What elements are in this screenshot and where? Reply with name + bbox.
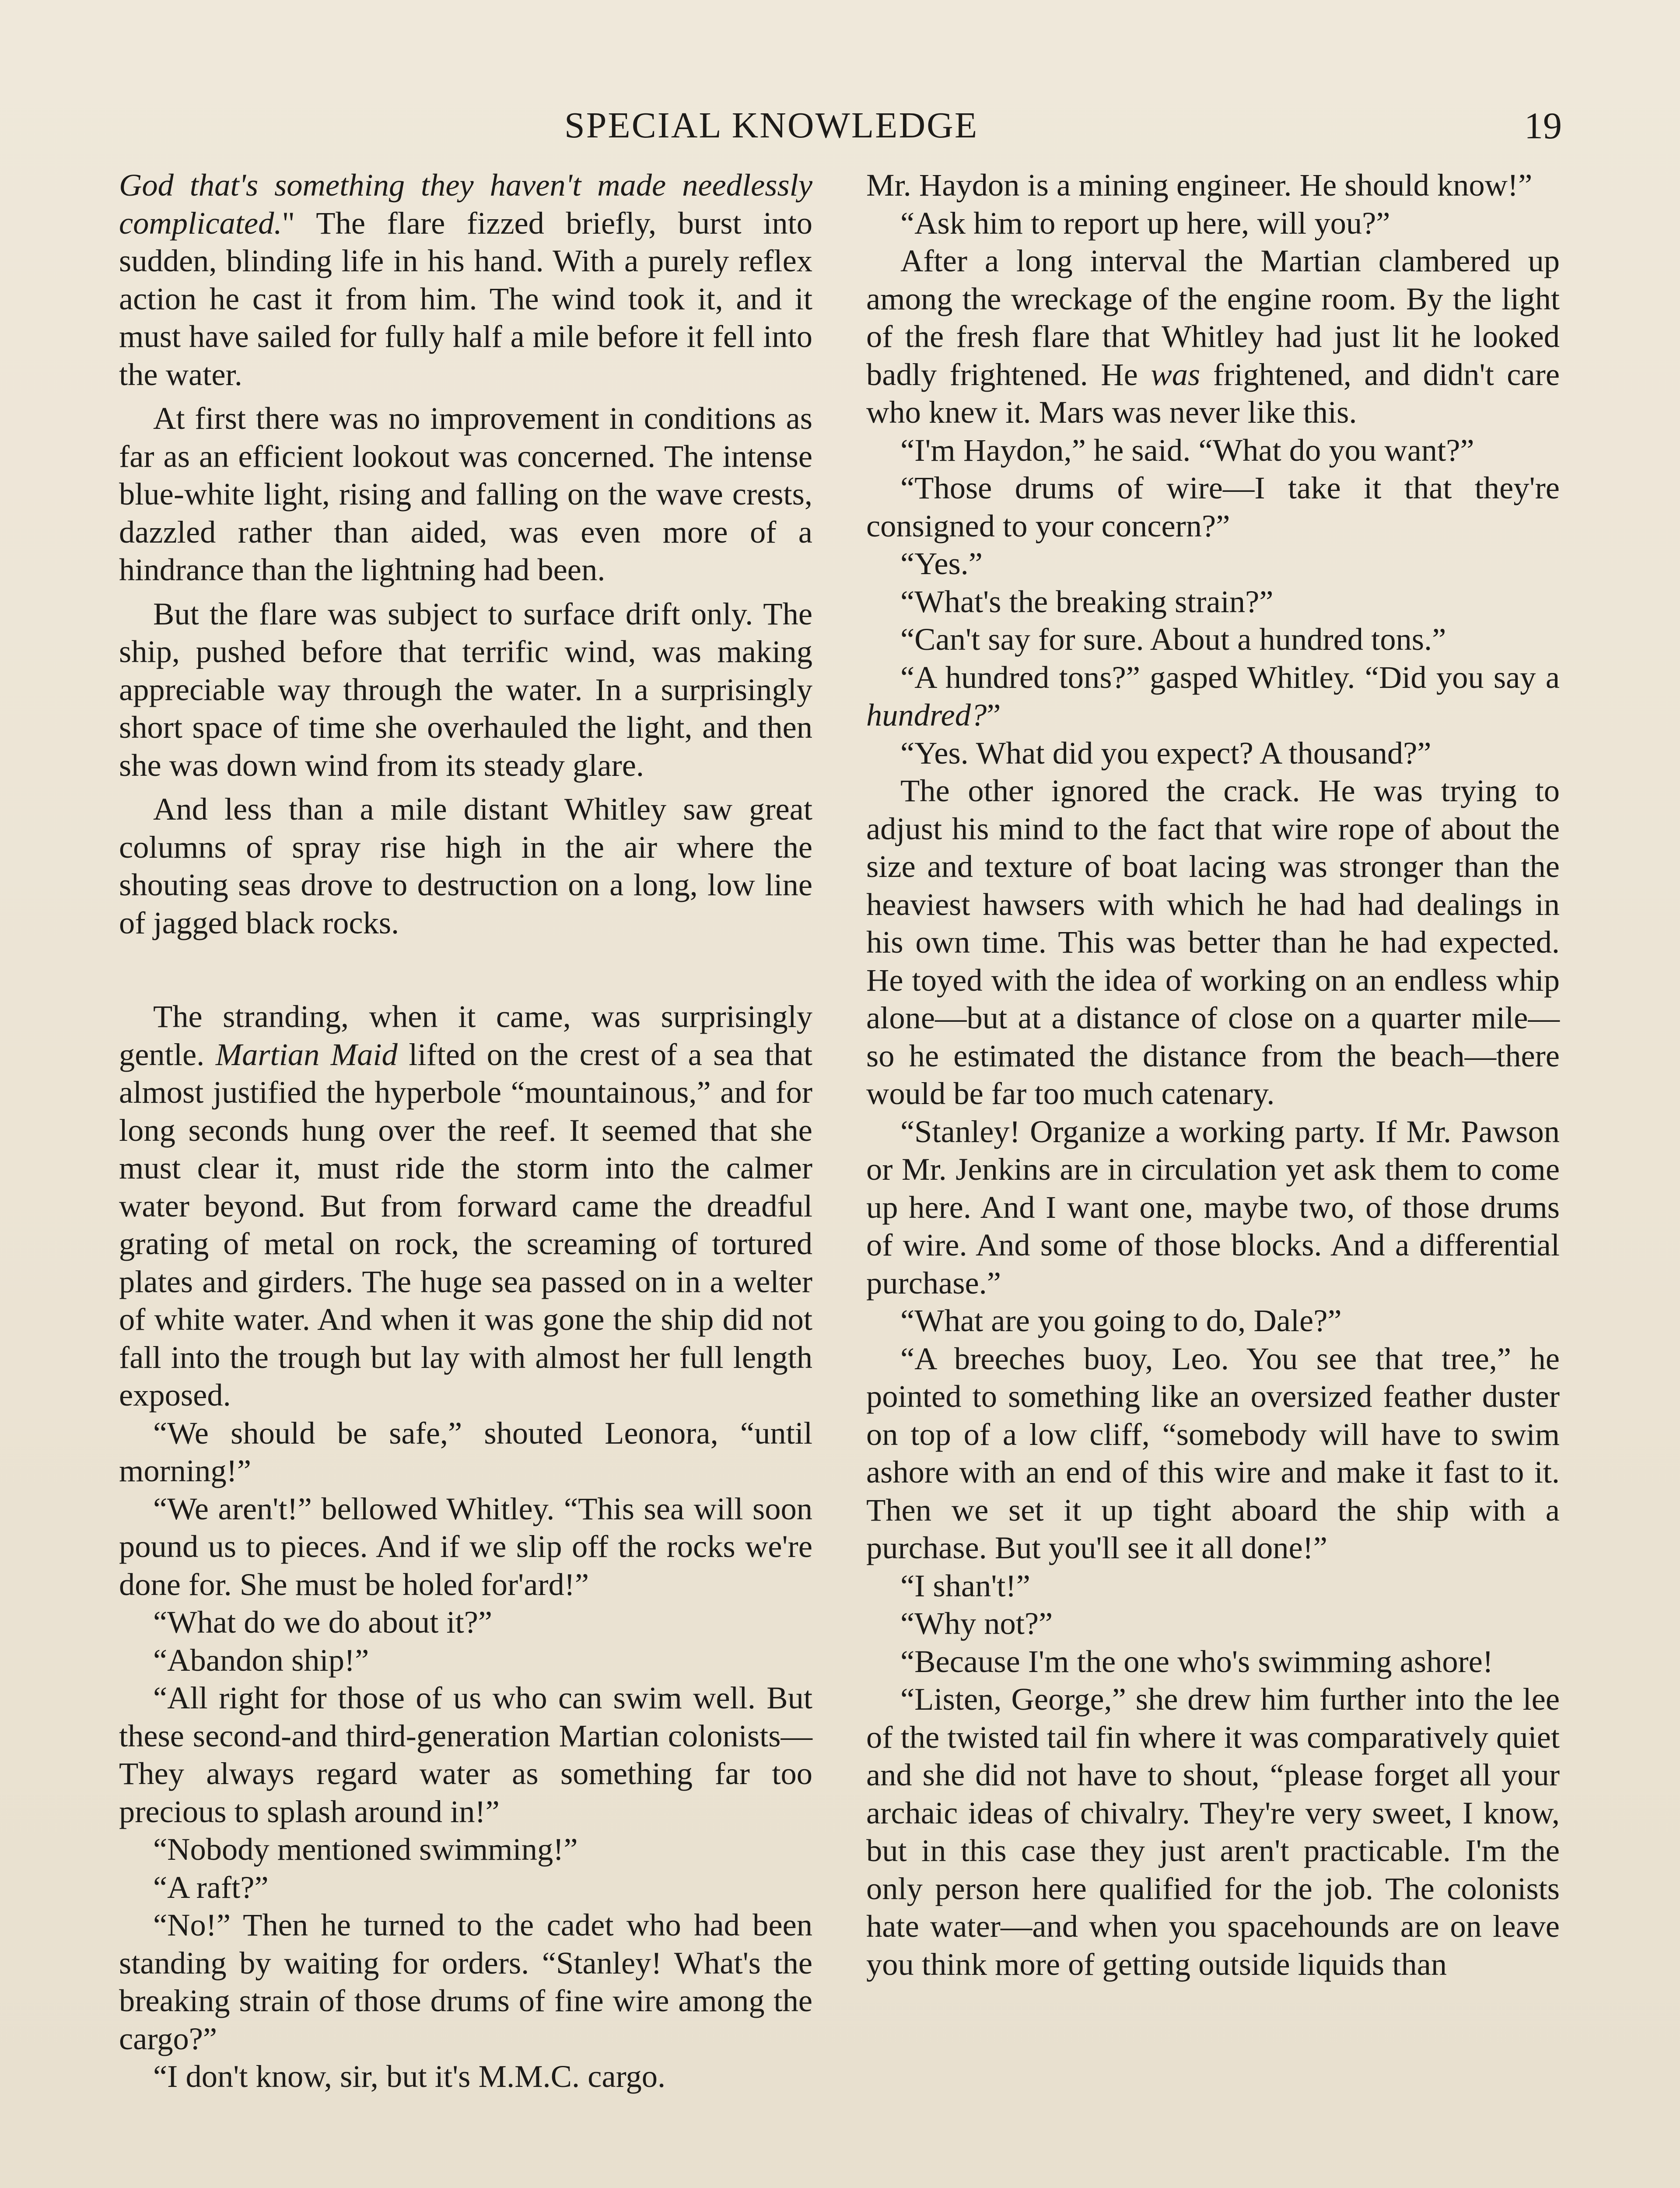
paragraph-text: The other ignored the crack. He was trying to adjust his mind to the fact that wire rope of about the size and texture of boat lacing was stronger than the heaviest hawsers with which he had had dealings in his own time. This was better than he had expected. He toyed with the idea of working on an endless whip alone—but at a distance of close on a quarter mile—so he estimated the distance from the beach—there would be far too much catenary. — [866, 773, 1560, 1111]
paragraph-text: “I shan't!” — [900, 1567, 1030, 1603]
paragraph-text: “Yes. What did you expect? A thousand?” — [900, 735, 1432, 771]
paragraph-text: “Nobody mentioned swimming!” — [153, 1831, 578, 1867]
paragraph-text: “I'm Haydon,” he said. “What do you want?” — [900, 432, 1474, 468]
paragraph — [866, 1567, 1560, 1605]
paragraph-text: “What do we do about it?” — [153, 1604, 493, 1640]
italic-text: hundred? — [866, 697, 987, 733]
paragraph-text: “What's the breaking strain?” — [900, 583, 1274, 619]
paragraph — [866, 659, 1560, 734]
paragraph — [866, 1680, 1560, 1983]
paragraph-text: “No!” Then he turned to the cadet who had been standing by waiting for orders. “Stanley! What's the breaking strain of those drums of fine wire among the cargo?” — [119, 1907, 812, 2056]
paragraph — [866, 1302, 1560, 1340]
paragraph-text: “A hundred tons?” gasped Whitley. “Did you say a — [900, 659, 1560, 695]
paragraph — [866, 545, 1560, 583]
paragraph-text: “We should be safe,” shouted Leonora, “until morning!” — [119, 1415, 812, 1488]
paragraph — [119, 790, 812, 942]
paragraph-text: “Stanley! Organize a working party. If Mr. Pawson or Mr. Jenkins are in circulation yet ask them to come up here. And I want one, maybe two, of those drums of wire. And some of those blocks. And a differential purchase.” — [866, 1113, 1560, 1301]
page-number: 19 — [1524, 105, 1562, 147]
paragraph-text: The stranding, when it came, was surprisingly gentle. — [119, 999, 812, 1072]
paragraph-text: frightened, and didn't care who knew it. Mars was never like this. — [866, 356, 1560, 430]
left-text-column — [119, 166, 812, 2096]
paragraph — [866, 469, 1560, 545]
paragraph — [119, 166, 812, 393]
paragraph — [119, 1906, 812, 2058]
paragraph-text: “Ask him to report up here, will you?” — [900, 205, 1390, 241]
paragraph — [866, 583, 1560, 621]
paragraph-text: “Abandon ship!” — [153, 1642, 369, 1678]
italic-text: was — [1151, 356, 1200, 392]
paragraph — [119, 1490, 812, 1604]
paragraph-text: ” — [987, 697, 1001, 733]
paragraph-text: “Listen, George,” she drew him further into the lee of the twisted tail fin where it was comparatively quiet and she did not have to shout, “please forget all your archaic ideas of chivalry. They're very sweet, I know, but in this case they just aren't practicable. I'm the only person here qualified for the job. The colonists hate water—and when you spacehounds are on leave you think more of getting outside liquids than — [866, 1681, 1560, 1982]
paragraph — [119, 1641, 812, 1680]
paragraph — [866, 242, 1560, 431]
running-title: SPECIAL KNOWLEDGE — [564, 105, 979, 146]
paragraph-text: After a long interval the Martian clambered up among the wreckage of the engine room. By the light of the fresh flare that Whitley had just lit he looked badly frightened. He — [866, 243, 1560, 392]
paragraph — [866, 772, 1560, 1113]
paragraph-text: “All right for those of us who can swim well. But these second-and third-generation Martian colonists— They always regard water as something far too precious to splash around in!” — [119, 1680, 812, 1829]
paragraph-text: " The flare fizzed briefly, burst into sudden, blinding life in his hand. With a purely reflex action he cast it from him. The wind took it, and it must have sailed for fully half a mile before it fell into the water. — [119, 205, 812, 392]
paragraph — [119, 1830, 812, 1869]
page-header — [564, 102, 1562, 150]
paragraph-text: “Because I'm the one who's swimming ashore! — [900, 1643, 1493, 1679]
paragraph — [119, 998, 812, 1414]
paragraph-text: At first there was no improvement in conditions as far as an efficient lookout was concerned. The intense blue-white light, rising and falling on the wave crests, dazzled rather than aided, was even more of a hindrance than the lightning had been. — [119, 400, 812, 587]
paragraph-text: And less than a mile distant Whitley saw great columns of spray rise high in the air where the shouting seas drove to destruction on a long, low line of jagged black rocks. — [119, 791, 812, 940]
paragraph — [119, 1679, 812, 1830]
paragraph-text: “Why not?” — [900, 1606, 1053, 1641]
italic-text: Martian Maid — [215, 1036, 398, 1072]
paragraph — [119, 1869, 812, 1907]
paragraph — [119, 2058, 812, 2096]
paragraph-text: “Can't say for sure. About a hundred tons.” — [900, 621, 1446, 657]
paragraph-text: “Yes.” — [900, 546, 983, 581]
paragraph — [866, 1605, 1560, 1643]
paragraph-text: “What are you going to do, Dale?” — [900, 1303, 1342, 1338]
paragraph — [866, 431, 1560, 470]
paragraph — [866, 621, 1560, 659]
paragraph-text: Mr. Haydon is a mining engineer. He should know!” — [866, 167, 1533, 203]
right-text-column — [866, 166, 1560, 1983]
paragraph-text: “A breeches buoy, Leo. You see that tree,” he pointed to something like an oversized feather duster on top of a low cliff, “somebody will have to swim ashore with an end of this wire and make it fast to it. Then we set it up tight aboard the ship with a purchase. But you'll see it all done!” — [866, 1340, 1560, 1565]
paragraph — [866, 1113, 1560, 1302]
paragraph — [119, 1603, 812, 1641]
paragraph — [119, 1414, 812, 1490]
paragraph — [866, 1340, 1560, 1567]
italic-text: God that's something they haven't made needlessly complicated. — [119, 167, 812, 241]
paragraph-text: “A raft?” — [153, 1869, 269, 1905]
paragraph-text: lifted on the crest of a sea that almost justified the hyperbole “mountainous,” and for long seconds hung over the reef. It seemed that she must clear it, must ride the storm into the calmer water beyond. But from forward came the dreadful grating of metal on rock, the screaming of tortured plates and girders. The huge sea passed on in a welter of white water. And when it was gone the ship did not fall into the trough but lay with almost her full length exposed. — [119, 1036, 812, 1413]
paragraph-text: “Those drums of wire—I take it that they're consigned to your concern?” — [866, 470, 1560, 543]
paragraph — [866, 166, 1560, 204]
paragraph — [119, 595, 812, 785]
paragraph — [119, 400, 812, 589]
paragraph — [866, 204, 1560, 242]
paragraph-text: “We aren't!” bellowed Whitley. “This sea will soon pound us to pieces. And if we slip off the rocks we're done for. She must be holed for'ard!” — [119, 1490, 812, 1602]
paragraph — [866, 734, 1560, 772]
paragraph-text: “I don't know, sir, but it's M.M.C. cargo. — [153, 2058, 666, 2094]
paragraph-text: But the flare was subject to surface drift only. The ship, pushed before that terrific wind, was making appreciable way through the water. In a surprisingly short space of time she overhauled the light, and then she was down wind from its steady glare. — [119, 596, 812, 783]
paragraph — [866, 1643, 1560, 1681]
